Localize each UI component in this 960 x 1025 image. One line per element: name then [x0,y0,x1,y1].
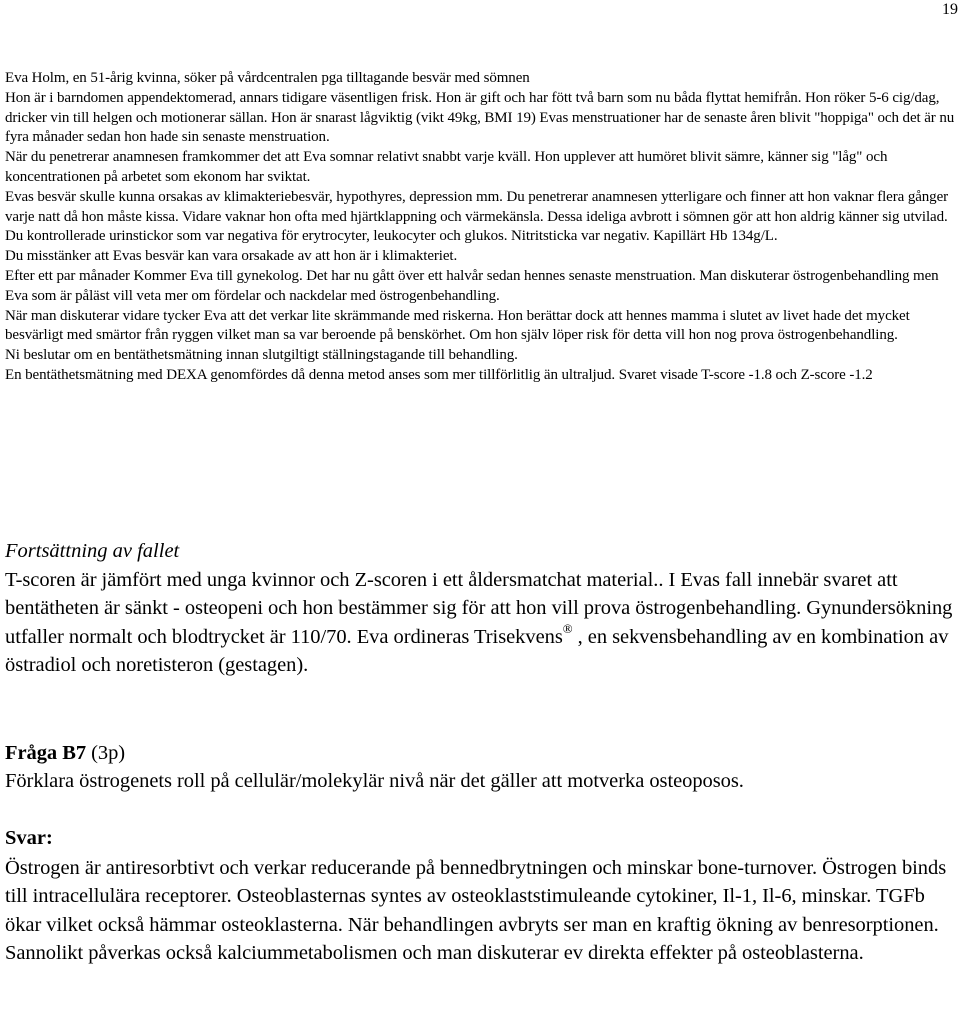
case-paragraph: En bentäthetsmätning med DEXA genomfördes då denna metod anses som mer tillförlitlig än ultraljud. Svaret visade T-score -1.8 och Z-score -1.2 [5,366,873,383]
case-paragraph: Du kontrollerade urinstickor som var negativa för erytrocyter, leukocyter och glukos. Nitritsticka var negativ. Kapillärt Hb 134g/L. [5,228,778,245]
case-paragraph: Eva Holm, en 51-årig kvinna, söker på vårdcentralen pga tilltagande besvär med sömnen [5,70,530,86]
question-points: (3p) [86,742,126,764]
question-text: Förklara östrogenets roll på cellulär/molekylär nivå när det gäller att motverka osteoposos. [5,770,744,793]
case-paragraph: Efter ett par månader Kommer Eva till gynekolog. Det har nu gått över ett halvår sedan hennes senaste menstruation. Man diskuterar östrogenbehandling men Eva som är påläst vill veta mer om fördelar och nackdelar med östrogenbehandling. [5,267,939,304]
continuation-heading: Fortsättning av fallet [5,540,180,562]
answer-text: Östrogen är antiresorbtivt och verkar reducerande på bennedbrytningen och minskar bone-turnover. Östrogen binds till intracellulära receptorer. Osteoblasternas syntes av osteoklaststimuleande cytokiner, Il-1, Il-6, minskar. TGFb ökar vilket också hämmar osteoklasterna. När behandlingen avbryts ser man en kraftig ökning av benresorptionen. Sannolikt påverkas också kalciummetabolismen och man diskuterar ev direkta effekter på osteoblasterna. [5,857,947,964]
case-description [5,69,960,386]
case-paragraph: Ni beslutar om en bentäthetsmätning innan slutgiltigt ställningstagande till behandling. [5,347,518,364]
question-heading [5,739,960,767]
case-paragraph: Hon är i barndomen appendektomerad, annars tidigare väsentligen frisk. Hon är gift och har fött två barn som nu båda flyttat hemifrån. Hon röker 5-6 cig/dag, dricker vin till helgen och motionerar sällan. Hon är snarast lågviktig (vikt 49kg, BMI 19) Evas menstruationer har de senaste åren blivit "hoppiga" och det är nu fyra månader sedan hon hade sin senaste menstruation. [5,89,955,146]
question-block [5,739,960,796]
question-label: Fråga B7 [5,742,87,764]
case-paragraph: Du misstänker att Evas besvär kan vara orsakade av att hon är i klimakteriet. [5,248,458,265]
registered-trademark-mark: ® [562,620,573,636]
answer-heading: Svar: [5,827,53,849]
page-number: 19 [942,1,958,18]
case-paragraph: När du penetrerar anamnesen framkommer det att Eva somnar relativt snabbt varje kväll. Hon upplever att humöret blivit sämre, känner sig "låg" och koncentrationen på arbetet som ekonom har sviktat. [5,149,888,185]
case-paragraph: När man diskuterar vidare tycker Eva att det verkar lite skrämmande med riskerna. Hon berättar dock att hennes mamma i slutet av livet hade det mycket besvärligt med smärtor från ryggen vilket man sa var beroende på benskörhet. Om hon själv löper risk för detta vill hon nog prova östrogenbehandling. [5,307,910,344]
continuation-text-part2: , en sekvensbehandling av en kombination av östradiol och noretisteron (gestagen). [5,625,949,676]
case-paragraph: Evas besvär skulle kunna orsakas av klimakteriebesvär, hypothyres, depression mm. Du penetrerar anamnesen ytterligare och finner att hon vaknar flera gånger varje natt då hon måste kissa. Vidare vaknar hon ofta med hjärtklappning och värmekänsla. Dessa ideliga avbrott i sömnen gör att hon aldrig känner sig utvilad. [5,188,949,225]
continuation-text-part1: T-scoren är jämfört med unga kvinnor och Z-scoren i ett åldersmatchat material.. I Evas fall innebär svaret att bentätheten är sänkt - osteopeni och hon bestämmer sig för att hon vill prova östrogenbehandling. Gynundersökning utfaller normalt och blodtrycket är 110/70. Eva ordineras Trisekvens [5,569,953,648]
continuation-text [5,566,960,679]
